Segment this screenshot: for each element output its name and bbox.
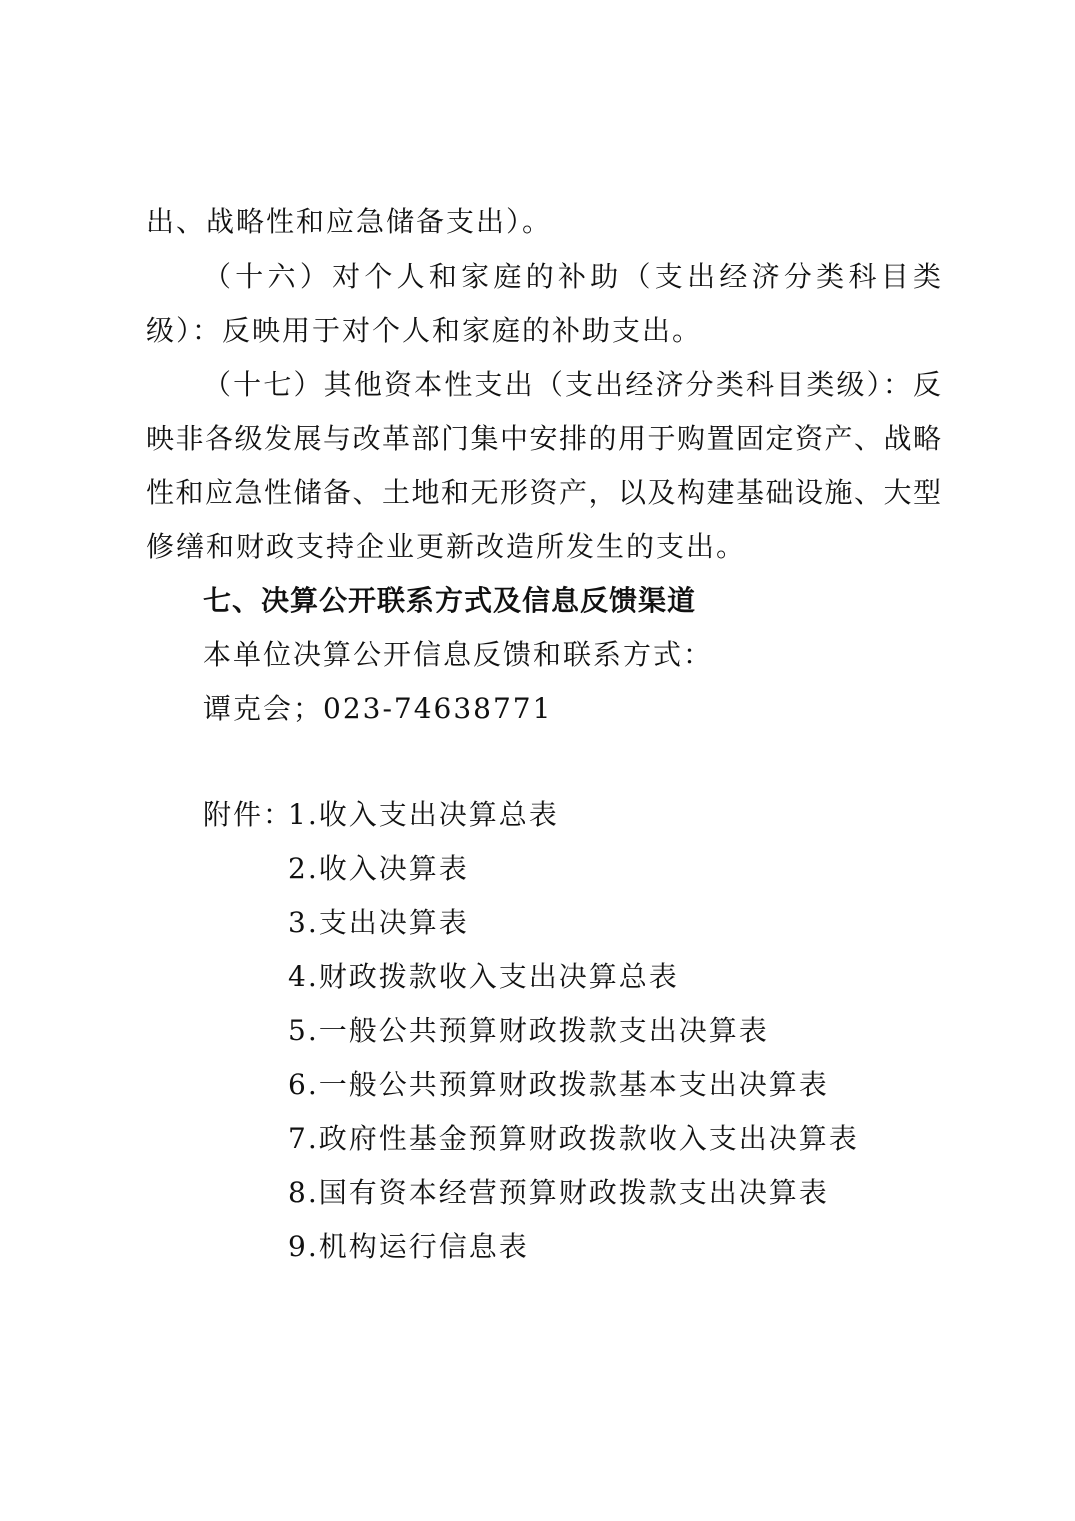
attachment-item: 4.财政拨款收入支出决算总表 (288, 960, 679, 993)
attachment-item: 1.收入支出决算总表 (288, 798, 559, 831)
contact-intro: 本单位决算公开信息反馈和联系方式： (203, 638, 714, 671)
section-7-heading: 七、决算公开联系方式及信息反馈渠道 (203, 584, 697, 617)
attachment-item: 9.机构运行信息表 (288, 1230, 529, 1263)
attachment-item: 3.支出决算表 (288, 906, 469, 939)
contact-info: 谭克会；023-74638771 (203, 692, 553, 725)
attachments-label: 附件： (203, 798, 294, 831)
attachment-item: 6.一般公共预算财政拨款基本支出决算表 (288, 1068, 829, 1101)
paragraph-reserve-tail: 出、战略性和应急储备支出）。 (146, 205, 553, 238)
paragraph-16-line-2: 级）：反映用于对个人和家庭的补助支出。 (146, 314, 703, 347)
paragraph-16-line-1: （十六）对个人和家庭的补助（支出经济分类科目类 (203, 260, 941, 293)
paragraph-17-line-4: 修缮和财政支持企业更新改造所发生的支出。 (146, 530, 747, 563)
paragraph-17-line-2: 映非各级发展与改革部门集中安排的用于购置固定资产、战略 (146, 422, 941, 455)
attachment-item: 8.国有资本经营预算财政拨款支出决算表 (288, 1176, 829, 1209)
paragraph-17-line-3: 性和应急性储备、土地和无形资产，以及构建基础设施、大型 (146, 476, 941, 509)
attachment-item: 2.收入决算表 (288, 852, 469, 885)
attachment-item: 7.政府性基金预算财政拨款收入支出决算表 (288, 1122, 859, 1155)
attachment-item: 5.一般公共预算财政拨款支出决算表 (288, 1014, 769, 1047)
paragraph-17-line-1: （十七）其他资本性支出（支出经济分类科目类级）：反 (203, 368, 941, 401)
